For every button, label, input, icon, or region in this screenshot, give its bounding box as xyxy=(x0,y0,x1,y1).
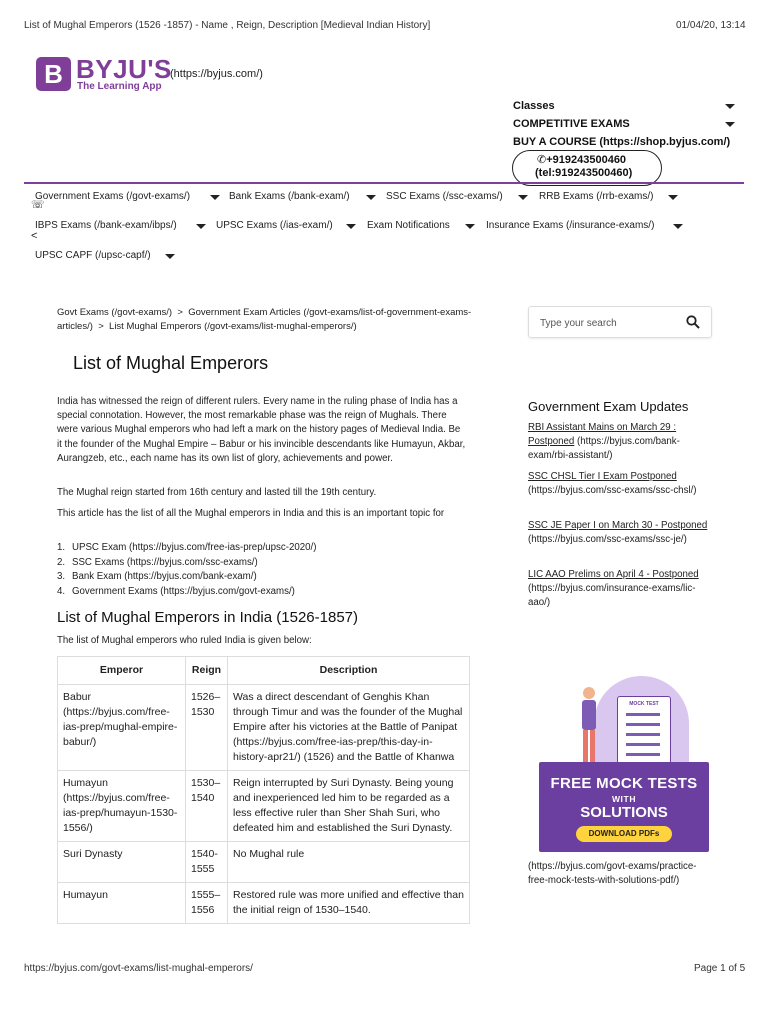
update-link[interactable]: RBI Assistant Mains on March 29 : Postponed xyxy=(528,422,677,448)
student-illustration-icon xyxy=(579,686,599,768)
phone-icon: ✆ xyxy=(537,154,547,166)
description-cell: Was a direct descendant of Genghis Khan through Timur and was the founder of the Mughal Empire after his victories at the Battle of Panipat (https://byjus.com/free-ias-prep/this-day-in-history-apr21/) (1526) and the Battle of Khanwa xyxy=(228,685,470,771)
print-footer-page: Page 1 of 5 xyxy=(694,963,746,974)
table-intro: The list of Mughal emperors who ruled India is given below: xyxy=(57,635,312,646)
menu-competitive-exams[interactable]: COMPETITIVE EXAMS xyxy=(513,118,630,130)
reign-cell: 1540-1555 xyxy=(186,842,228,883)
table-row xyxy=(58,883,470,924)
emperor-cell: Suri Dynasty xyxy=(58,842,186,883)
header-description: Description xyxy=(228,657,470,685)
nav-government-exams[interactable]: Government Exams (/govt-exams/) xyxy=(35,191,191,202)
emperor-cell: Humayun xyxy=(58,883,186,924)
sidebar-update-item[interactable]: SSC CHSL Tier I Exam Postponed (https://byjus.com/ssc-exams/ssc-chsl/) xyxy=(528,471,697,497)
print-header-datetime: 01/04/20, 13:14 xyxy=(676,20,746,31)
breadcrumb-item-exam-articles[interactable]: Government Exam Articles (/govt-exams/list-of-government-exams-articles/) xyxy=(57,307,472,332)
banner-line-2: WITH xyxy=(611,794,637,804)
exam-list xyxy=(57,541,316,599)
breadcrumb: Govt Exams (/govt-exams/) > Government Exam Articles (/govt-exams/list-of-government-exams-articles/) > List Mughal Emperors (/govt-exams/list-mughal-emperors/) xyxy=(57,307,472,332)
table-row xyxy=(58,771,470,842)
breadcrumb-item-govt-exams[interactable]: Govt Exams (/govt-exams/) xyxy=(57,307,173,318)
phone-number: +919243500460 xyxy=(546,154,627,166)
classes-chevron-down-icon[interactable] xyxy=(725,104,735,109)
table-row xyxy=(58,842,470,883)
chevron-down-icon[interactable] xyxy=(210,195,220,200)
list-item[interactable]: 2. SSC Exams (https://byjus.com/ssc-exams/) xyxy=(57,556,258,568)
header-reign: Reign xyxy=(186,657,228,685)
banner-caption-link[interactable]: (https://byjus.com/govt-exams/practice-free-mock-tests-with-solutions-pdf/) xyxy=(528,861,697,887)
reign-paragraph: The Mughal reign started from 16th century and lasted till the 19th century. xyxy=(57,487,377,498)
sidebar-heading: Government Exam Updates xyxy=(528,399,689,414)
search-box xyxy=(528,306,712,338)
nav-insurance-exams[interactable]: Insurance Exams (/insurance-exams/) xyxy=(486,220,655,231)
download-pdfs-button[interactable]: DOWNLOAD PDFs xyxy=(576,826,672,842)
update-link[interactable]: LIC AAO Prelims on April 4 - Postponed xyxy=(528,569,699,580)
byjus-logo-icon[interactable]: B xyxy=(36,57,71,91)
chevron-down-icon[interactable] xyxy=(518,195,528,200)
reign-cell: 1526–1530 xyxy=(186,685,228,771)
update-link[interactable]: SSC JE Paper I on March 30 - Postponed xyxy=(528,520,708,531)
nav-upsc-capf[interactable]: UPSC CAPF (/upsc-capf/) xyxy=(35,250,151,261)
menu-buy-course[interactable]: BUY A COURSE (https://shop.byjus.com/) xyxy=(513,136,731,148)
nav-ibps-exams[interactable]: IBPS Exams (/bank-exam/ibps/) xyxy=(35,220,177,231)
list-item[interactable]: 4. Government Exams (https://byjus.com/govt-exams/) xyxy=(57,585,295,597)
search-icon[interactable] xyxy=(686,315,700,329)
table-row xyxy=(58,685,470,771)
chevron-down-icon[interactable] xyxy=(673,224,683,229)
table-header-row xyxy=(58,657,470,685)
page-title: List of Mughal Emperors xyxy=(73,353,269,373)
nav-upsc-exams[interactable]: UPSC Exams (/ias-exam/) xyxy=(216,220,333,231)
emperors-table xyxy=(57,656,470,924)
chevron-down-icon[interactable] xyxy=(465,224,475,229)
reign-cell: 1530–1540 xyxy=(186,771,228,842)
chevron-down-icon[interactable] xyxy=(346,224,356,229)
nav-ssc-exams[interactable]: SSC Exams (/ssc-exams/) xyxy=(386,191,503,202)
banner-line-1: FREE MOCK TESTS xyxy=(550,775,698,792)
banner-line-3: SOLUTIONS xyxy=(580,804,668,821)
reign-cell: 1555–1556 xyxy=(186,883,228,924)
mock-test-banner[interactable] xyxy=(539,676,709,852)
search-input[interactable] xyxy=(538,307,682,339)
chevron-down-icon[interactable] xyxy=(196,224,206,229)
nav-exam-notifications[interactable]: Exam Notifications xyxy=(367,220,450,231)
list-item[interactable]: 1. UPSC Exam (https://byjus.com/free-ias-prep/upsc-2020/) xyxy=(57,542,317,553)
chevron-down-icon[interactable] xyxy=(366,195,376,200)
print-header-title: List of Mughal Emperors (1526 -1857) - Name , Reign, Description [Medieval Indian History] xyxy=(24,20,431,31)
description-cell: No Mughal rule xyxy=(228,842,470,883)
section-heading: List of Mughal Emperors in India (1526-1857) xyxy=(57,609,358,626)
update-link[interactable]: SSC CHSL Tier I Exam Postponed xyxy=(528,471,677,482)
sidebar-update-item[interactable]: RBI Assistant Mains on March 29 : Postponed (https://byjus.com/bank-exam/rbi-assistant/) xyxy=(528,422,680,462)
breadcrumb-item-current: List Mughal Emperors (/govt-exams/list-mughal-emperors/) xyxy=(109,321,357,332)
logo-wordmark[interactable]: BYJU'S xyxy=(76,54,172,84)
nav-rrb-exams[interactable]: RRB Exams (/rrb-exams/) xyxy=(539,191,654,202)
description-cell: Restored rule was more unified and effective than the initial reign of 1530–1540. xyxy=(228,883,470,924)
topic-paragraph: This article has the list of all the Mughal emperors in India and this is an important topic for xyxy=(57,508,445,519)
logo-tagline: The Learning App xyxy=(77,81,162,92)
intro-paragraph: India has witnessed the reign of different rulers. Every name in the ruling phase of India has a special connotation. However, the most remarkable phase was the reign of Mughals. There were various Mughal emperors who had left a mark on the history pages of Medieval India. Be it the founder of the Mughal Empire – Babur or his invincible descendants like Humayun, Akbar, Aurangzeb, etc., each name has its own list of glory, achievements and power. xyxy=(57,396,466,464)
description-cell: Reign interrupted by Suri Dynasty. Being young and inexperienced led him to be regarded as a less effective ruler than Sher Shah Suri, who defeated him and established the Suri Dynasty. xyxy=(228,771,470,842)
logo-url[interactable]: (https://byjus.com/) xyxy=(170,68,263,80)
emperor-cell[interactable]: Humayun (https://byjus.com/free-ias-prep/humayun-1530-1556/) xyxy=(58,771,186,842)
mock-test-paper-icon: MOCK TEST xyxy=(617,696,671,768)
phone-button[interactable] xyxy=(512,150,662,186)
sidebar-update-item[interactable]: LIC AAO Prelims on April 4 - Postponed (https://byjus.com/insurance-exams/lic-aao/) xyxy=(528,569,699,609)
share-icon[interactable]: < xyxy=(31,230,38,242)
header-divider xyxy=(24,182,744,184)
menu-classes[interactable]: Classes xyxy=(513,100,555,112)
print-footer-url: https://byjus.com/govt-exams/list-mughal-emperors/ xyxy=(24,963,253,974)
emperor-cell[interactable]: Babur (https://byjus.com/free-ias-prep/mughal-empire-babur/) xyxy=(58,685,186,771)
list-item[interactable]: 3. Bank Exam (https://byjus.com/bank-exam/) xyxy=(57,571,257,583)
chevron-down-icon[interactable] xyxy=(668,195,678,200)
sidebar-update-item[interactable]: SSC JE Paper I on March 30 - Postponed (https://byjus.com/ssc-exams/ssc-je/) xyxy=(528,520,708,546)
chevron-down-icon[interactable] xyxy=(165,254,175,259)
phone-tel-link: (tel:919243500460) xyxy=(535,167,633,179)
competitive-exams-chevron-down-icon[interactable] xyxy=(725,122,735,127)
nav-bank-exams[interactable]: Bank Exams (/bank-exam/) xyxy=(229,191,350,202)
header-emperor: Emperor xyxy=(58,657,186,685)
whatsapp-icon[interactable]: ☏ xyxy=(31,199,45,211)
